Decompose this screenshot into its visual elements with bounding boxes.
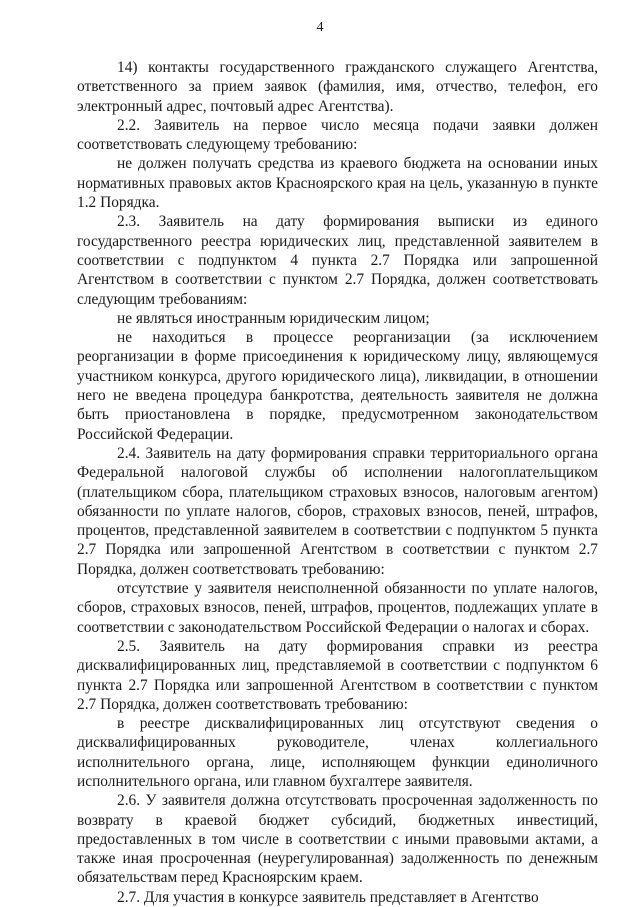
paragraph-2-2: 2.2. Заявитель на первое число месяца подачи заявки должен соответствовать следующему требованию:: [77, 116, 598, 154]
page-number: 4: [316, 20, 324, 35]
paragraph-2-3: 2.3. Заявитель на дату формирования выписки из единого государственного реестра юридических лиц, представленной заявителем в соответствии с подпунктом 4 пункта 2.7 Порядка или запрошенной Агентством в соответствии с пунктом 2.7 Порядка, должен соответствовать следующим требованиям:: [77, 213, 598, 308]
paragraph-2-6: 2.6. У заявителя должна отсутствовать просроченная задолженность по возврату в краевой бюджет субсидий, бюджетных инвестиций, предоставленных в том числе в соответствии с иными правовыми актами, а также иная просроченная (неурегулированная) задолженность по денежным обязательствам перед Красноярским краем.: [77, 792, 598, 887]
paragraph-2-4-requirement: отсутствие у заявителя неисполненной обязанности по уплате налогов, сборов, страховых взносов, пеней, штрафов, процентов, подлежащих уплате в соответствии с законодательством Российской Федерации о налогах и сборах.: [77, 580, 598, 636]
paragraph-2-5: 2.5. Заявитель на дату формирования справки из реестра дисквалифицированных лиц, представляемой в соответствии с подпунктом 6 пункта 2.7 Порядка или запрошенной Агентством в соответствии с пунктом 2.7 Порядка, должен соответствовать требованию:: [77, 637, 598, 713]
paragraph-2-3-requirement-foreign: не являться иностранным юридическим лицом;: [117, 309, 430, 327]
paragraph-2-2-requirement: не должен получать средства из краевого бюджета на основании иных нормативных правовых актов Красноярского края на цель, указанную в пункте 1.2 Порядка.: [77, 155, 598, 212]
paragraph-2-7: 2.7. Для участия в конкурсе заявитель представляет в Агентство: [117, 888, 539, 906]
paragraph-2-4: 2.4. Заявитель на дату формирования справки территориального органа Федеральной налоговой службы об исполнении налогоплательщиком (плательщиком сбора, плательщиком страховых взносов, налоговым агентом) обязанности по уплате налогов, сборов, страховых взносов, пеней, штрафов, процентов, представленной заявителем в соответствии с подпунктом 5 пункта 2.7 Порядка или запрошенной Агентством в соответствии с пунктом 2.7 Порядка, должен соответствовать требованию:: [77, 444, 598, 578]
paragraph-2-3-requirement-reorganization: не находиться в процессе реорганизации (за исключением реорганизации в форме присоединения к юридическому лицу, являющемуся участником конкурса, другого юридического лица), ликвидации, в отношении него не введена процедура банкротства, деятельность заявителя не должна быть приостановлена в порядке, предусмотренном законодательством Российской Федерации.: [77, 329, 598, 443]
paragraph-item-14-contacts: 14) контакты государственного гражданского служащего Агентства, ответственного за прием заявок (фамилия, имя, отчество, телефон, его электронный адрес, почтовый адрес Агентства).: [77, 59, 598, 115]
paragraph-2-5-requirement: в реестре дисквалифицированных лиц отсутствуют сведения о дисквалифицированных руководителе, членах коллегиального исполнительного органа, лице, исполняющем функции единоличного исполнительного органа, или главном бухгалтере заявителя.: [77, 715, 598, 790]
document-body: [77, 58, 598, 907]
